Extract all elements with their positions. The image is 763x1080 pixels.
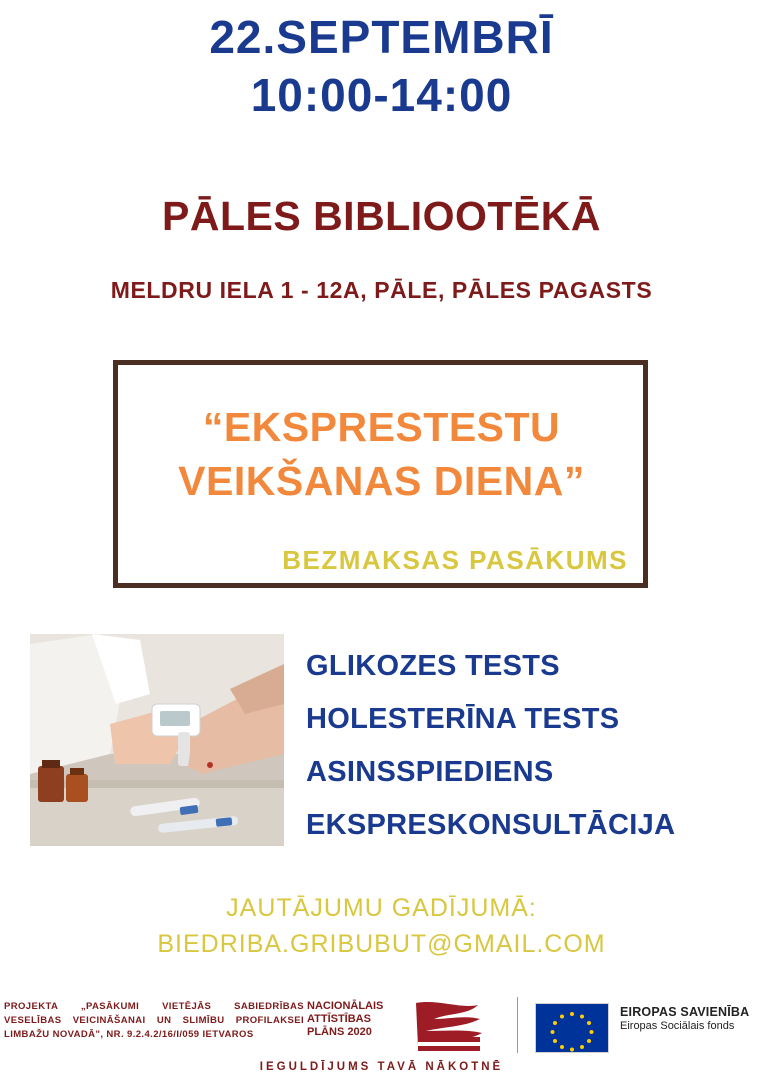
event-title-line-1: “EKSPRESTESTU (202, 404, 561, 450)
service-item-3: ASINSSPIEDIENS (306, 756, 554, 788)
eu-labels (620, 1005, 760, 1033)
event-datetime (0, 8, 763, 124)
contact-email[interactable]: BIEDRIBA.GRIBUBUT@GMAIL.COM (157, 930, 606, 958)
event-title (0, 400, 763, 508)
venue-address: MELDRU IELA 1 - 12A, PĀLE, PĀLES PAGASTS (110, 277, 653, 303)
photo-illustration (30, 634, 284, 846)
national-plan-text: NACIONĀLAIS ATTĪSTĪBAS PLĀNS 2020 (307, 1000, 384, 1038)
event-title-line-2: VEIKŠANAS DIENA” (178, 458, 585, 504)
project-funding-text: PROJEKTA „PASĀKUMI VIETĒJĀS SABIEDRĪBAS VESELĪBAS VEICINĀŠANAI UN SLIMĪBU PROFILAKSEI LIMBAŽU NOVADĀ", NR. 9.2.4.2/16/I/059 IETVAROS (4, 1001, 304, 1040)
event-time: 10:00-14:00 (250, 69, 513, 121)
latvia-logo (408, 997, 498, 1055)
service-item-4: EKSPRESKONSULTĀCIJA (306, 809, 676, 841)
event-subtitle: BEZMAKSAS PASĀKUMS (282, 545, 628, 575)
eu-stars (536, 1004, 608, 1052)
contact-prompt: JAUTĀJUMU GADĪJUMĀ: (226, 894, 537, 922)
eu-subtitle: Eiropas Sociālais fonds (620, 1020, 735, 1032)
footer-divider (517, 997, 518, 1053)
eu-flag (535, 1003, 609, 1053)
event-date: 22.SEPTEMBRĪ (209, 11, 554, 63)
contact-block (0, 890, 763, 962)
eu-title: EIROPAS SAVIENĪBA (620, 1005, 750, 1019)
service-item-1: GLIKOZES TESTS (306, 650, 560, 682)
footer-tagline: IEGULDĪJUMS TAVĀ NĀKOTNĒ (259, 1061, 504, 1073)
venue-name: PĀLES BIBLIOOTĒKĀ (161, 193, 602, 239)
glucometer-photo (30, 634, 284, 846)
service-item-2: HOLESTERĪNA TESTS (306, 703, 620, 735)
services-list (306, 640, 675, 852)
footer (0, 995, 763, 1080)
